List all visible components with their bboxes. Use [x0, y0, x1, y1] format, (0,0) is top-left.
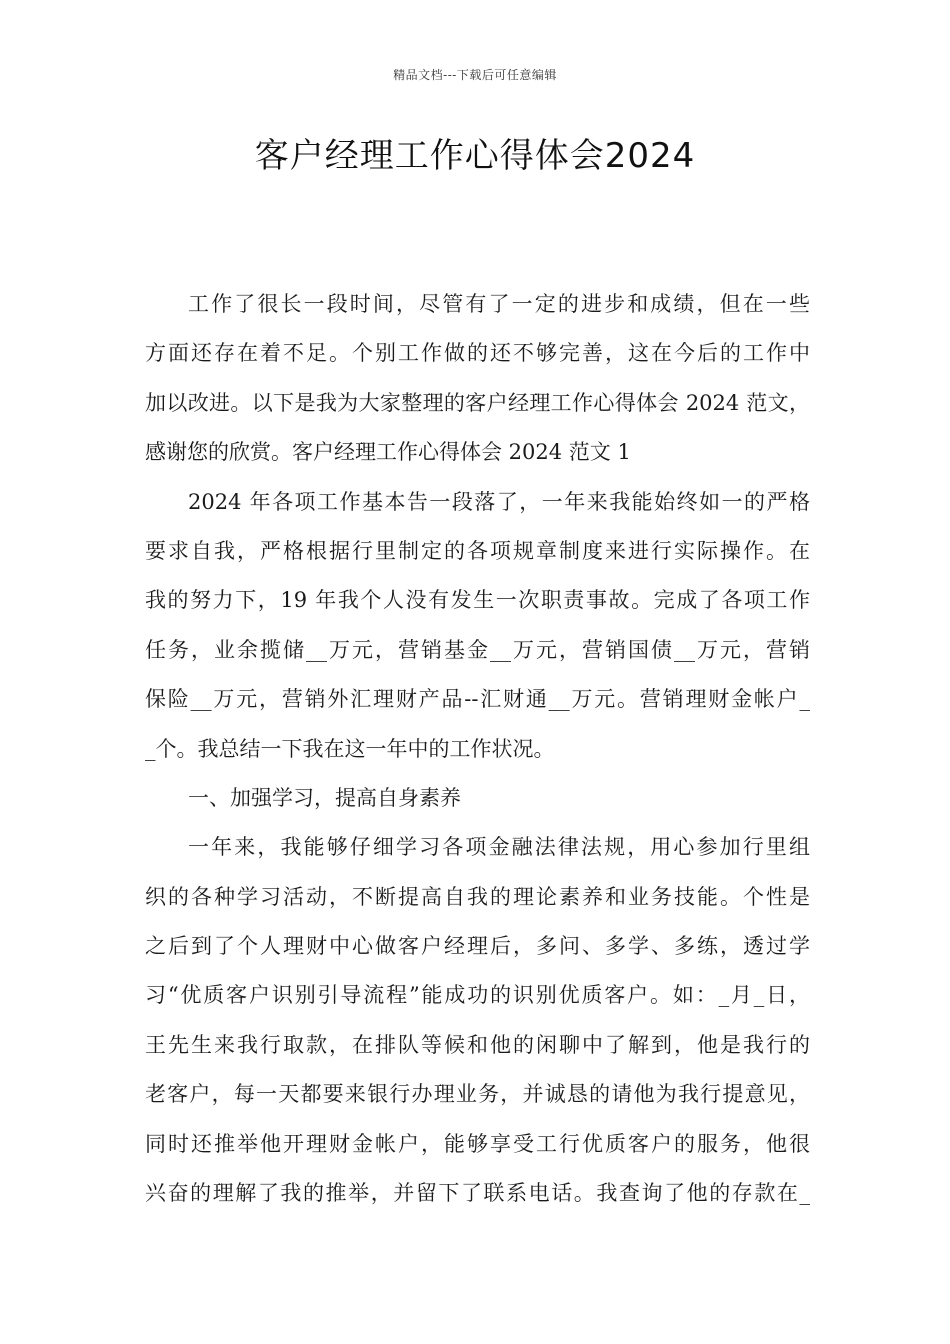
paragraph-line: 王先生来我行取款，在排队等候和他的闲聊中了解到，他是我行的	[145, 1032, 810, 1057]
paragraph-line: 要求自我，严格根据行里制定的各项规章制度来进行实际操作。在	[145, 538, 810, 563]
paragraph-line: 兴奋的理解了我的推举，并留下了联系电话。我查询了他的存款在_	[145, 1181, 810, 1206]
paragraph-line: 保险__万元，营销外汇理财产品--汇财通__万元。营销理财金帐户_	[145, 687, 810, 712]
paragraph-line: 老客户，每一天都要来银行办理业务，并诚恳的请他为我行提意见，	[145, 1082, 810, 1107]
paragraph-line: 同时还推举他开理财金帐户，能够享受工行优质客户的服务，他很	[145, 1131, 810, 1156]
paragraph-line: 任务，业余揽储__万元，营销基金__万元，营销国债__万元，营销	[145, 637, 810, 662]
document-body	[145, 280, 810, 1218]
header-note: 精品文档---下载后可任意编辑	[393, 68, 557, 82]
paragraph-line: 织的各种学习活动，不断提高自我的理论素养和业务技能。个性是	[145, 884, 810, 909]
paragraph-line: 之后到了个人理财中心做客户经理后，多问、多学、多练，透过学	[145, 934, 810, 959]
section-heading: 一、加强学习，提高自身素养	[188, 785, 461, 810]
paragraph-line: 感谢您的欣赏。客户经理工作心得体会 2024 范文 1	[145, 440, 631, 465]
document-title: 客户经理工作心得体会2024	[254, 136, 696, 176]
paragraph-line: 方面还存在着不足。个别工作做的还不够完善，这在今后的工作中	[145, 341, 810, 366]
paragraph-line: 2024 年各项工作基本告一段落了，一年来我能始终如一的严格	[188, 489, 810, 514]
paragraph-line: 习“优质客户识别引导流程”能成功的识别优质客户。如：_月_日，	[145, 983, 810, 1008]
paragraph-line: 加以改进。以下是我为大家整理的客户经理工作心得体会 2024 范文，	[145, 390, 810, 415]
paragraph-line: 我的努力下，19 年我个人没有发生一次职责事故。完成了各项工作	[145, 588, 810, 613]
paragraph-line: 工作了很长一段时间，尽管有了一定的进步和成绩，但在一些	[188, 292, 810, 316]
paragraph-line: 一年来，我能够仔细学习各项金融法律法规，用心参加行里组	[188, 835, 810, 860]
paragraph-line: _个。我总结一下我在这一年中的工作状况。	[145, 736, 555, 761]
